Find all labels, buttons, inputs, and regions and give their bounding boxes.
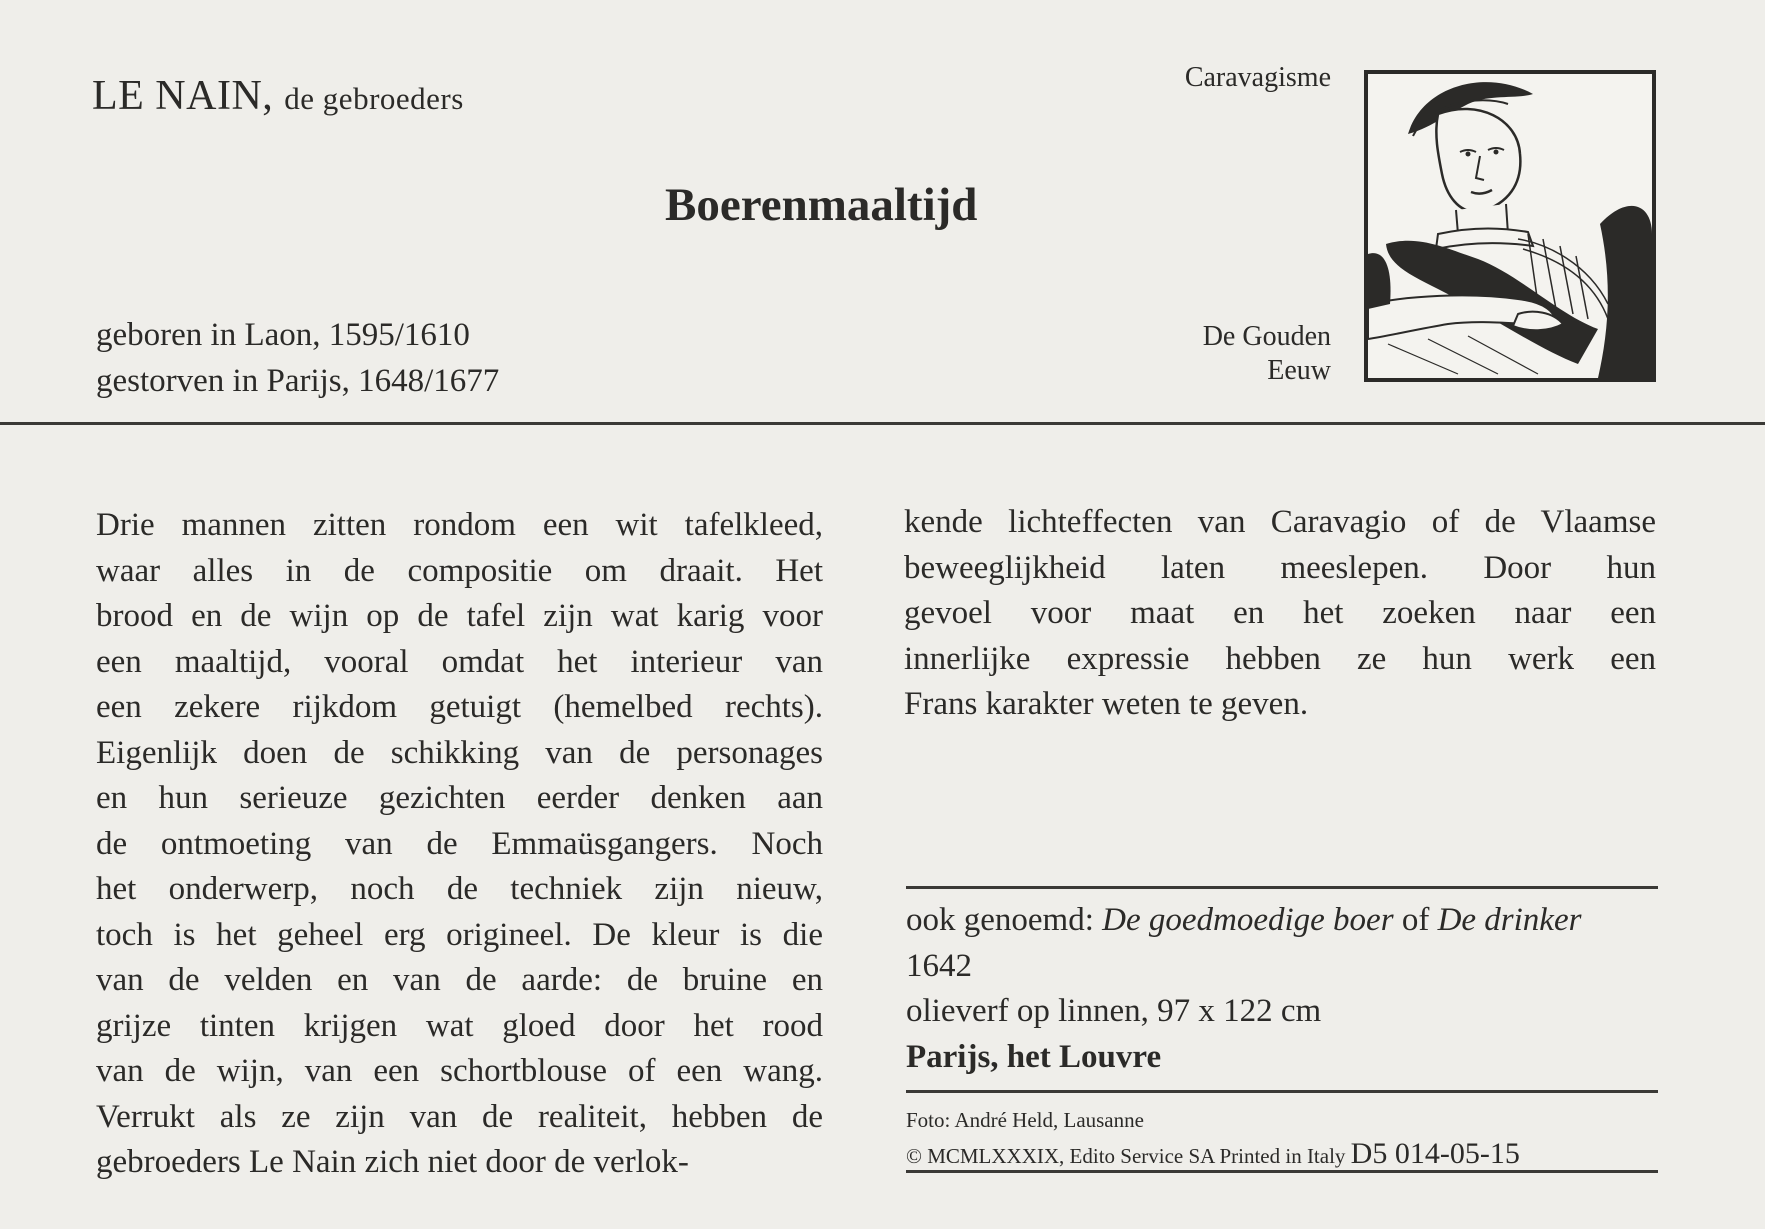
credits [906, 1104, 1520, 1173]
aka-or: of [1393, 902, 1438, 938]
artwork-year: 1642 [906, 947, 972, 984]
body-column-2 [904, 500, 1656, 728]
photo-credit: Foto: André Held, Lausanne [906, 1108, 1144, 1132]
era-line-2: Eeuw [1267, 355, 1331, 386]
body-line: beweeglijkheid laten meeslepen. Door hun [904, 549, 1656, 586]
alternate-titles [906, 898, 1581, 944]
died-line: gestorven in Parijs, 1648/1677 [96, 363, 500, 399]
body-line: toch is het geheel erg origineel. De kleur is die [96, 916, 823, 953]
body-line: van de velden en van de aarde: de bruine en [96, 962, 823, 998]
body-line: de ontmoeting van de Emmaüsgangers. Noch [96, 825, 823, 862]
artist-name [92, 72, 464, 120]
body-line: Frans karakter weten te geven. [904, 686, 1309, 722]
body-line: het onderwerp, noch de techniek zijn nieuw, [96, 871, 823, 907]
body-line: grijze tinten krijgen wat gloed door het rood [96, 1007, 823, 1044]
body-line: kende lichteffecten van Caravagio of de Vlaamse [904, 504, 1656, 540]
copyright-text: © MCMLXXXIX, Edito Service SA Printed in Italy [906, 1144, 1346, 1168]
artwork-medium: olieverf op linnen, 97 x 122 cm [906, 993, 1322, 1029]
portrait-thumbnail [1364, 70, 1656, 382]
body-line: Drie mannen zitten rondom een wit tafelkleed, [96, 507, 823, 543]
artist-name-sub: de gebroeders [284, 81, 464, 116]
body-line: innerlijke expressie hebben ze hun werk een [904, 640, 1656, 677]
born-line: geboren in Laon, 1595/1610 [96, 317, 470, 353]
aka-prefix: ook genoemd: [906, 902, 1103, 938]
body-line: een maaltijd, vooral omdat het interieur van [96, 643, 823, 680]
body-line: gevoel voor maat en het zoeken naar een [904, 595, 1656, 631]
body-line: Eigenlijk doen de schikking van de personages [96, 734, 823, 771]
body-line: brood en de wijn op de tafel zijn wat karig voor [96, 598, 823, 634]
body-line: waar alles in de compositie om draait. Het [96, 552, 823, 589]
aka-title-2: De drinker [1437, 902, 1582, 938]
copyright-line [906, 1137, 1520, 1173]
era-label [1203, 320, 1331, 388]
card-code: D5 014-05-15 [1350, 1137, 1520, 1170]
body-column-1 [96, 503, 823, 1186]
body-line: gebroeders Le Nain zich niet door de verlok- [96, 1144, 689, 1180]
artwork-location: Parijs, het Louvre [906, 1038, 1162, 1075]
details-bottom-rule [906, 1090, 1658, 1093]
movement-label: Caravagisme [1184, 62, 1331, 93]
artist-name-main: LE NAIN, [92, 73, 274, 119]
aka-title-1: De goedmoedige boer [1102, 902, 1394, 938]
header-divider [0, 422, 1765, 425]
body-line: van de wijn, van een schortblouse of een wang. [96, 1053, 823, 1089]
body-line: en hun serieuze gezichten eerder denken aan [96, 780, 823, 816]
artwork-title: Boerenmaaltijd [665, 179, 978, 231]
details-top-rule [906, 886, 1658, 889]
credits-bottom-rule [906, 1170, 1658, 1173]
body-line: Verrukt als ze zijn van de realiteit, hebben de [96, 1098, 823, 1135]
era-line-1: De Gouden [1202, 321, 1331, 352]
body-line: een zekere rijkdom getuigt (hemelbed rechts). [96, 689, 823, 725]
woman-portrait-icon [1368, 74, 1652, 378]
artwork-details [906, 898, 1581, 1080]
artist-dates [96, 312, 499, 404]
